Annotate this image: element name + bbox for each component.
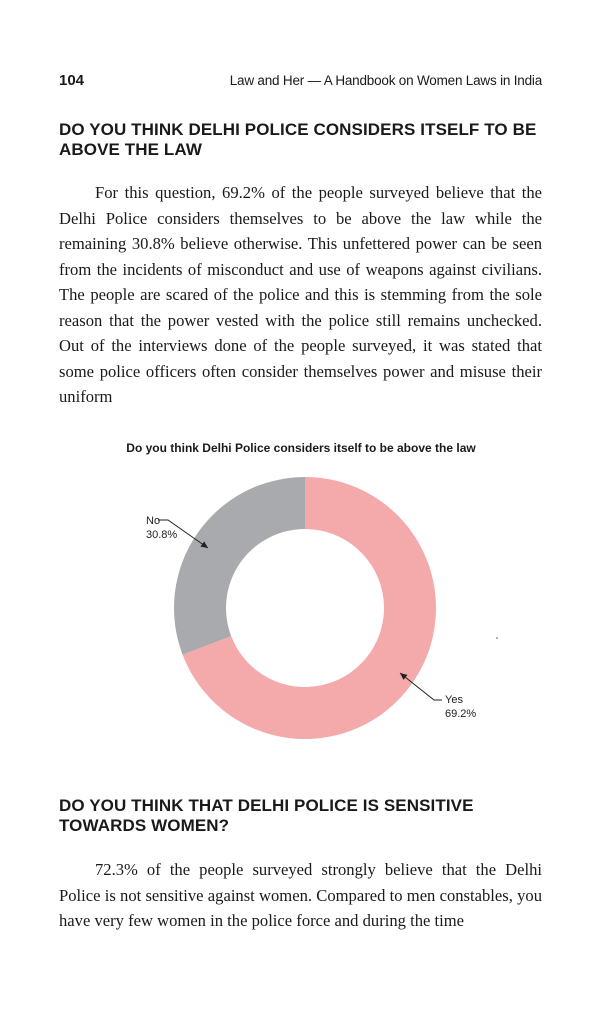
stray-dot	[496, 637, 498, 639]
body-paragraph-sensitive: 72.3% of the people surveyed strongly believe that the Delhi Police is not sensitive against women. Compared to men constables, you have very few women in the police force and during the time	[59, 860, 542, 930]
running-title: Law and Her — A Handbook on Women Laws in India	[229, 73, 542, 88]
donut-chart	[0, 460, 602, 760]
data-label-no-value: 30.8%	[146, 529, 178, 541]
page-number: 104	[59, 72, 85, 89]
chart-title: Do you think Delhi Police considers itself to be above the law	[126, 441, 476, 455]
donut-slice-no	[174, 477, 305, 655]
data-label-yes-value: 69.2%	[445, 708, 477, 720]
section-heading-above-law: DO YOU THINK DELHI POLICE CONSIDERS ITSELF TO BE ABOVE THE LAW	[59, 120, 537, 159]
data-label-no-category: No	[146, 515, 161, 527]
donut-slices	[174, 477, 436, 739]
page-header	[59, 72, 542, 92]
section-heading-sensitive: DO YOU THINK THAT DELHI POLICE IS SENSITIVE TOWARDS WOMEN?	[59, 796, 474, 835]
body-paragraph-above-law: For this question, 69.2% of the people surveyed believe that the Delhi Police considers themselves to be above the law while the remaining 30.8% believe otherwise. This unfettered power can be seen from the incidents of misconduct and use of weapons against civilians. The people are scared of the police and this is stemming from the sole reason that the power vested with the police still remains unchecked. Out of the interviews done of the people surveyed, it was stated that some police officers often consider themselves power and misuse their uniform	[59, 183, 542, 406]
data-label-yes-category: Yes	[445, 694, 463, 706]
